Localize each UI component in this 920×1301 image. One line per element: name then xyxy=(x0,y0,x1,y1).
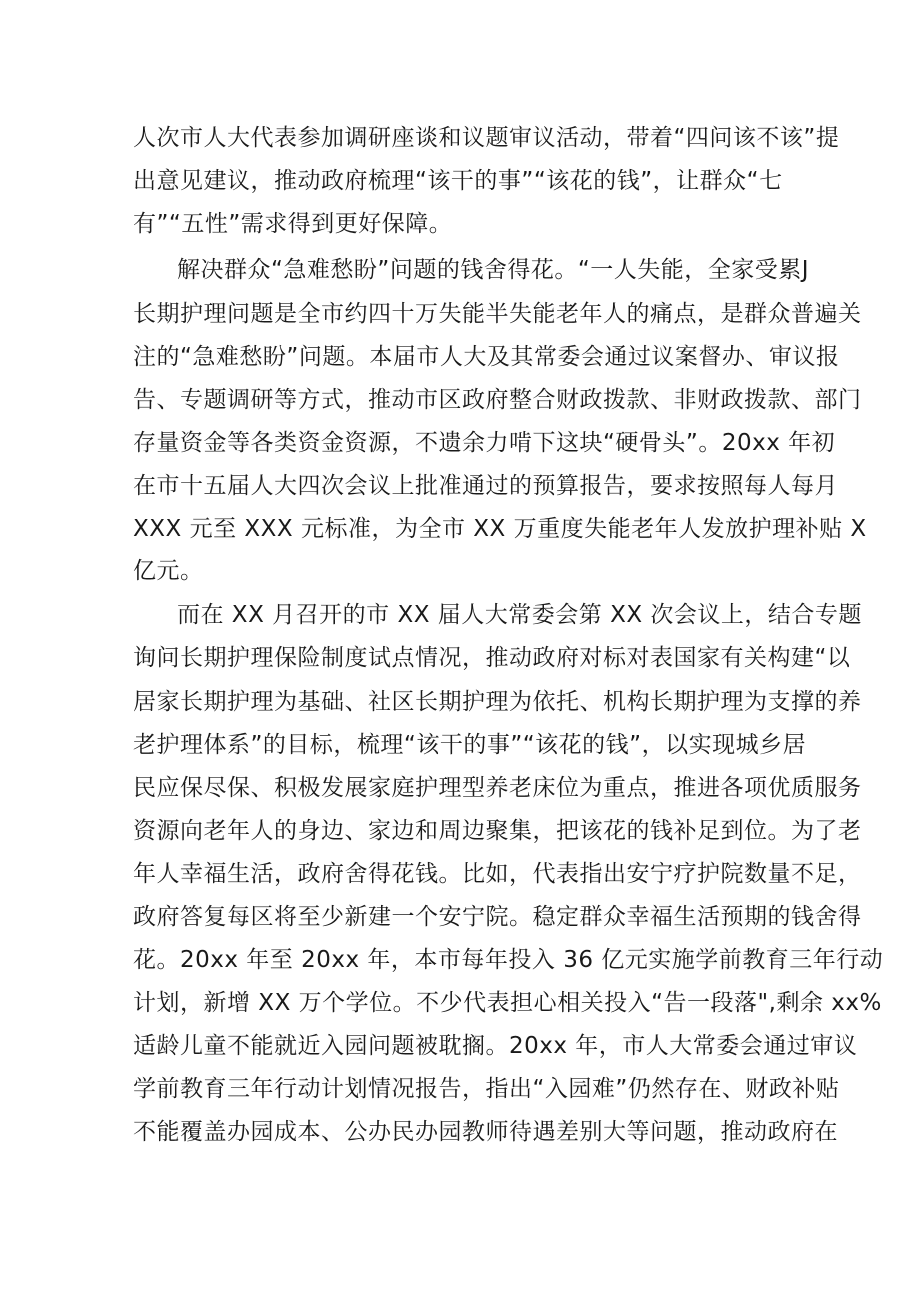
text-line: 在市十五届人大四次会议上批准通过的预算报告，要求按照每人每月 xyxy=(133,473,838,499)
text-line: 出意见建议，推动政府梳理“该干的事”“该花的钱”，让群众“七 xyxy=(133,168,783,194)
text-line: 居家长期护理为基础、社区长期护理为依托、机构长期护理为支撑的养 xyxy=(133,689,862,715)
text-line: 解决群众“急难愁盼”问题的钱舍得花。“一人失能，全家受累J xyxy=(177,257,810,283)
text-line: 询问长期护理保险制度试点情况，推动政府对标对表国家有关构建“以 xyxy=(133,645,851,671)
text-line: 有”“五性”需求得到更好保障。 xyxy=(133,211,453,237)
text-line: XXX 元至 XXX 元标准，为全市 XX 万重度失能老年人发放护理补贴 X xyxy=(133,516,867,542)
text-line: 适龄儿童不能就近入园问题被耽搁。20xx 年，市人大常委会通过审议 xyxy=(133,1033,858,1059)
text-line: 长期护理问题是全市约四十万失能半失能老年人的痛点，是群众普遍关 xyxy=(133,301,862,327)
text-line: 老护理体系”的目标，梳理“该干的事”“该花的钱”，以实现城乡居 xyxy=(133,732,807,758)
text-line: 亿元。 xyxy=(133,558,204,584)
text-line: 告、专题调研等方式，推动市区政府整合财政拨款、非财政拨款、部门 xyxy=(133,387,862,413)
text-line: 注的“急难愁盼”问题。本届市人大及其常委会通过议案督办、审议报 xyxy=(133,344,840,370)
text-line: 计划，新增 XX 万个学位。不少代表担心相关投入“告一段落",剩余 xx% xyxy=(133,990,882,1016)
text-line: 政府答复每区将至少新建一个安宁院。稳定群众幸福生活预期的钱舍得 xyxy=(133,904,862,930)
text-line: 年人幸福生活，政府舍得花钱。比如，代表指出安宁疗护院数量不足， xyxy=(133,861,862,887)
text-line: 不能覆盖办园成本、公办民办园教师待遇差别大等问题，推动政府在 xyxy=(133,1119,838,1145)
text-line: 而在 XX 月召开的市 XX 届人大常委会第 XX 次会议上，结合专题 xyxy=(177,602,862,628)
text-line: 人次市人大代表参加调研座谈和议题审议活动，带着“四问该不该”提 xyxy=(133,125,840,151)
text-line: 学前教育三年行动计划情况报告，指出“入园难”仍然存在、财政补贴 xyxy=(133,1076,840,1102)
text-line: 资源向老年人的身边、家边和周边聚集，把该花的钱补足到位。为了老 xyxy=(133,818,862,844)
text-line: 民应保尽保、积极发展家庭护理型养老床位为重点，推进各项优质服务 xyxy=(133,775,862,801)
text-line: 花。20xx 年至 20xx 年，本市每年投入 36 亿元实施学前教育三年行动 xyxy=(133,947,884,973)
text-line: 存量资金等各类资金资源，不遗余力啃下这块“硬骨头”。20xx 年初 xyxy=(133,430,836,456)
